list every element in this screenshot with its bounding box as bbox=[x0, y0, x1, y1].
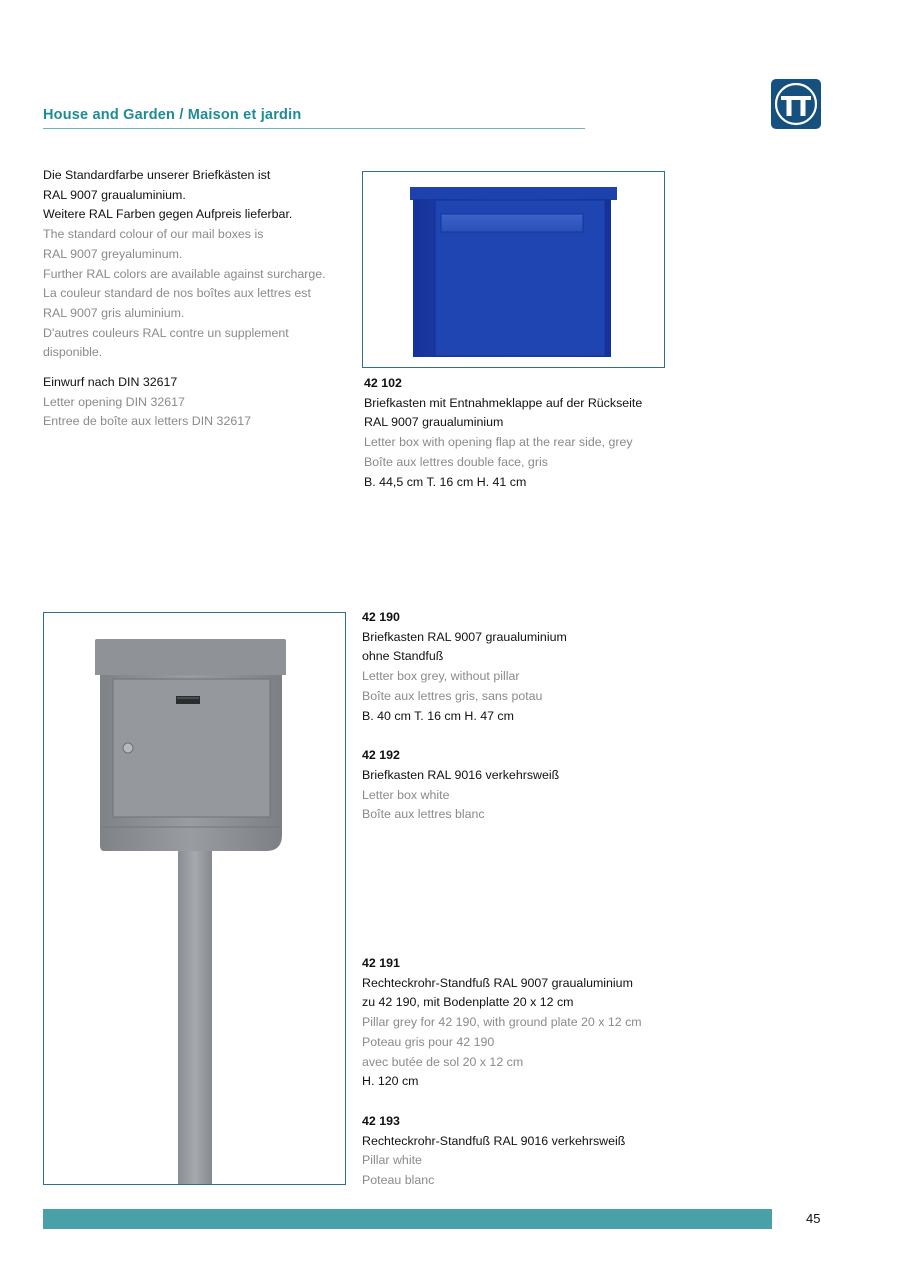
product-code: 42 102 bbox=[364, 376, 402, 390]
product-name-fr: Boîte aux lettres gris, sans potau bbox=[362, 688, 543, 703]
product-name-fr: Boîte aux lettres blanc bbox=[362, 807, 485, 822]
din-line: Entree de boîte aux letters DIN 32617 bbox=[43, 414, 252, 429]
product-name-fr: Boîte aux lettres double face, gris bbox=[364, 454, 548, 469]
intro-line: Further RAL colors are available against surcharge. bbox=[43, 266, 326, 281]
product-name-en: Letter box white bbox=[362, 787, 450, 802]
product-name-fr: avec butée de sol 20 x 12 cm bbox=[362, 1054, 524, 1069]
intro-line: La couleur standard de nos boîtes aux lettres est bbox=[43, 286, 311, 301]
product-name-de: zu 42 190, mit Bodenplatte 20 x 12 cm bbox=[362, 995, 574, 1010]
product-42190 bbox=[362, 608, 567, 825]
intro-line: Weitere RAL Farben gegen Aufpreis lieferbar. bbox=[43, 207, 293, 222]
page-title: House and Garden / Maison et jardin bbox=[43, 107, 302, 123]
product-image-42190 bbox=[43, 612, 346, 1185]
product-name-de: Rechteckrohr-Standfuß RAL 9016 verkehrsweiß bbox=[362, 1133, 626, 1148]
product-code: 42 193 bbox=[362, 1113, 400, 1128]
brand-logo bbox=[771, 79, 821, 129]
intro-line: Die Standardfarbe unserer Briefkästen ist bbox=[43, 168, 271, 182]
intro-line: disponible. bbox=[43, 345, 103, 360]
product-name-de: Briefkasten mit Entnahmeklappe auf der Rückseite bbox=[364, 395, 643, 410]
product-name-de: Rechteckrohr-Standfuß RAL 9007 graualuminium bbox=[362, 975, 633, 990]
intro-line: D'autres couleurs RAL contre un supplement bbox=[43, 325, 289, 340]
product-image-42102 bbox=[362, 171, 665, 368]
product-name-en: Letter box with opening flap at the rear side, grey bbox=[364, 435, 633, 450]
product-dimensions: B. 40 cm T. 16 cm H. 47 cm bbox=[362, 708, 514, 723]
product-name-de: Briefkasten RAL 9016 verkehrsweiß bbox=[362, 767, 560, 782]
product-code: 42 191 bbox=[362, 956, 400, 970]
product-name-de: ohne Standfuß bbox=[362, 649, 444, 664]
product-dimensions: H. 120 cm bbox=[362, 1074, 419, 1089]
product-name-en: Pillar grey for 42 190, with ground plate 20 x 12 cm bbox=[362, 1015, 642, 1030]
footer-bar bbox=[43, 1209, 772, 1229]
product-code: 42 192 bbox=[362, 748, 400, 763]
header-divider bbox=[43, 128, 585, 129]
din-line: Letter opening DIN 32617 bbox=[43, 394, 185, 409]
page-number: 45 bbox=[806, 1211, 821, 1226]
product-name-fr: Poteau blanc bbox=[362, 1173, 435, 1188]
product-42191 bbox=[362, 954, 642, 1191]
product-dimensions: B. 44,5 cm T. 16 cm H. 41 cm bbox=[364, 474, 527, 489]
intro-line: RAL 9007 graualuminium. bbox=[43, 187, 186, 202]
din-note bbox=[43, 373, 251, 432]
product-42102 bbox=[364, 374, 642, 492]
intro-text bbox=[43, 166, 326, 363]
product-color-de: RAL 9007 graualuminium bbox=[364, 415, 504, 430]
product-name-fr: Poteau gris pour 42 190 bbox=[362, 1034, 495, 1049]
intro-line: RAL 9007 gris aluminium. bbox=[43, 305, 185, 320]
product-name-en: Pillar white bbox=[362, 1153, 422, 1168]
intro-line: RAL 9007 greyaluminum. bbox=[43, 246, 183, 261]
product-name-de: Briefkasten RAL 9007 graualuminium bbox=[362, 629, 567, 644]
intro-line: The standard colour of our mail boxes is bbox=[43, 227, 264, 242]
din-line: Einwurf nach DIN 32617 bbox=[43, 375, 178, 389]
product-name-en: Letter box grey, without pillar bbox=[362, 669, 520, 684]
product-code: 42 190 bbox=[362, 610, 400, 624]
